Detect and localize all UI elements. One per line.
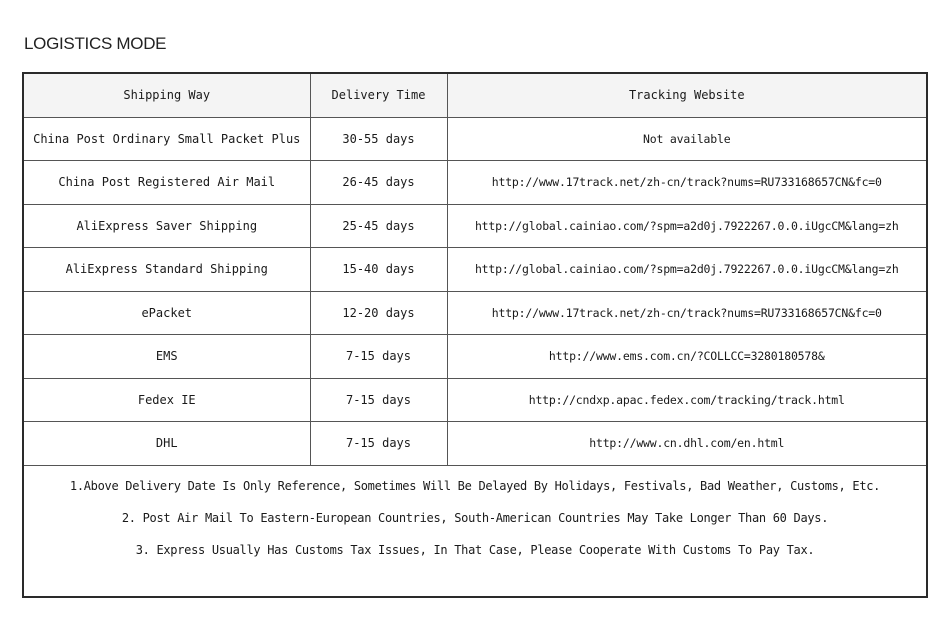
table-row <box>24 117 926 161</box>
tracking-website-cell: http://global.cainiao.com/?spm=a2d0j.7922267.0.0.iUgcCM&lang=zh <box>447 248 926 292</box>
table-row <box>24 291 926 335</box>
delivery-time-cell: 30-55 days <box>310 117 447 161</box>
note-line-3: 3. Express Usually Has Customs Tax Issues, In That Case, Please Cooperate With Customs To Pay Tax. <box>135 543 815 557</box>
delivery-time-cell: 7-15 days <box>310 378 447 422</box>
tracking-website-cell: http://global.cainiao.com/?spm=a2d0j.7922267.0.0.iUgcCM&lang=zh <box>447 204 926 248</box>
delivery-time-cell: 7-15 days <box>310 335 447 379</box>
header-delivery-time: Delivery Time <box>310 74 447 117</box>
table-header-row <box>24 74 926 117</box>
tracking-website-cell: http://www.cn.dhl.com/en.html <box>447 422 926 466</box>
shipping-way-cell: ePacket <box>24 291 310 335</box>
shipping-way-cell: EMS <box>24 335 310 379</box>
delivery-time-cell: 12-20 days <box>310 291 447 335</box>
delivery-time-cell: 26-45 days <box>310 161 447 205</box>
tracking-website-cell: http://cndxp.apac.fedex.com/tracking/track.html <box>447 378 926 422</box>
tracking-website-cell: http://www.ems.com.cn/?COLLCC=3280180578& <box>447 335 926 379</box>
shipping-way-cell: AliExpress Saver Shipping <box>24 204 310 248</box>
logistics-table <box>24 74 926 466</box>
shipping-way-cell: Fedex IE <box>24 378 310 422</box>
tracking-website-cell: http://www.17track.net/zh-cn/track?nums=RU733168657CN&fc=0 <box>447 161 926 205</box>
shipping-way-cell: DHL <box>24 422 310 466</box>
table-row <box>24 161 926 205</box>
notes-section <box>24 470 926 566</box>
header-tracking-website: Tracking Website <box>447 74 926 117</box>
delivery-time-cell: 25-45 days <box>310 204 447 248</box>
table-row <box>24 378 926 422</box>
delivery-time-cell: 15-40 days <box>310 248 447 292</box>
shipping-way-cell: AliExpress Standard Shipping <box>24 248 310 292</box>
logistics-table-box <box>22 72 928 598</box>
table-row <box>24 422 926 466</box>
header-shipping-way: Shipping Way <box>24 74 310 117</box>
note-line-1: 1.Above Delivery Date Is Only Reference, Sometimes Will Be Delayed By Holidays, Festivals, Bad Weather, Customs, Etc. <box>69 479 881 493</box>
tracking-website-cell: http://www.17track.net/zh-cn/track?nums=RU733168657CN&fc=0 <box>447 291 926 335</box>
table-row <box>24 248 926 292</box>
shipping-way-cell: China Post Ordinary Small Packet Plus <box>24 117 310 161</box>
shipping-way-cell: China Post Registered Air Mail <box>24 161 310 205</box>
delivery-time-cell: 7-15 days <box>310 422 447 466</box>
table-row <box>24 204 926 248</box>
note-line-2: 2. Post Air Mail To Eastern-European Countries, South-American Countries May Take Longer Than 60 Days. <box>121 511 829 525</box>
page-title: LOGISTICS MODE <box>24 34 167 53</box>
table-row <box>24 335 926 379</box>
tracking-website-cell: Not available <box>447 117 926 161</box>
